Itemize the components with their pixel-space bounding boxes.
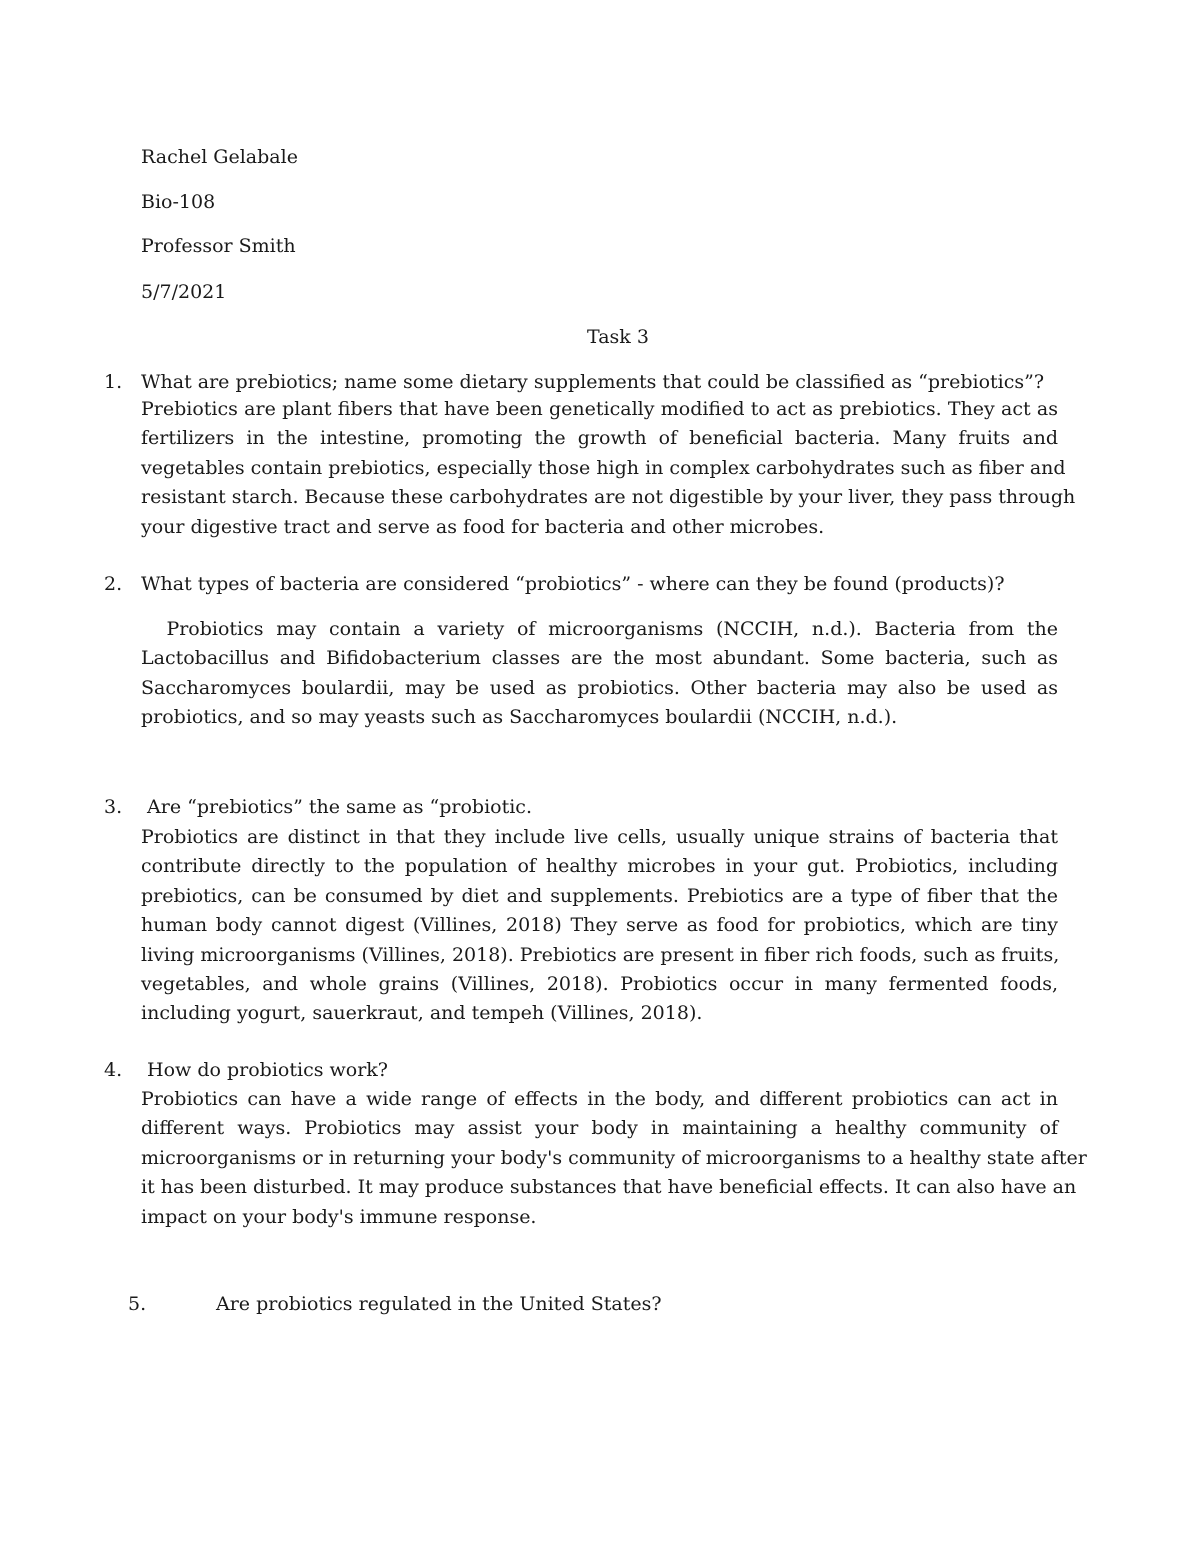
answer-2-line-3: Saccharomyces boulardii, may be used as probiotics. Other bacteria may also be used as xyxy=(141,676,1058,699)
question-text-5: Are probiotics regulated in the United States? xyxy=(216,1293,662,1315)
question-number-3: 3. xyxy=(104,796,123,818)
answer-4-line-5: impact on your body's immune response. xyxy=(141,1205,537,1228)
answer-4 xyxy=(141,1085,1087,1232)
answer-1 xyxy=(141,395,1076,542)
answer-3-line-4: human body cannot digest (Villines, 2018) They serve as food for probiotics, which are tiny xyxy=(141,914,1058,937)
question-text-3: Are “prebiotics” the same as “probiotic. xyxy=(141,796,532,818)
answer-3 xyxy=(141,823,1058,1029)
answer-1-line-5: your digestive tract and serve as food for bacteria and other microbes. xyxy=(141,515,825,538)
answer-3-line-3: prebiotics, can be consumed by diet and supplements. Prebiotics are a type of fiber that the xyxy=(141,884,1058,907)
answer-3-line-7: including yogurt, sauerkraut, and tempeh (Villines, 2018). xyxy=(141,1002,703,1025)
answer-4-line-4: it has been disturbed. It may produce substances that have beneficial effects. It can also have an xyxy=(141,1176,1077,1199)
answer-4-line-2: different ways. Probiotics may assist your body in maintaining a healthy community of xyxy=(141,1117,1058,1140)
answer-2-line-2: Lactobacillus and Bifidobacterium classes are the most abundant. Some bacteria, such as xyxy=(141,647,1058,670)
question-text-4: How do probiotics work? xyxy=(141,1059,388,1081)
answer-1-line-1: Prebiotics are plant fibers that have been genetically modified to act as prebiotics. They act as xyxy=(141,398,1058,420)
document-title: Task 3 xyxy=(587,326,649,348)
question-number-4: 4. xyxy=(104,1059,123,1081)
answer-3-line-5: living microorganisms (Villines, 2018). Prebiotics are present in fiber rich foods, such as fruits, xyxy=(141,943,1060,966)
document-date: 5/7/2021 xyxy=(141,281,227,303)
professor-name: Professor Smith xyxy=(141,235,296,257)
question-number-5: 5. xyxy=(128,1293,147,1315)
answer-4-line-1: Probiotics can have a wide range of effects in the body, and different probiotics can act in xyxy=(141,1088,1058,1110)
answer-2 xyxy=(141,615,1058,733)
student-name: Rachel Gelabale xyxy=(141,146,298,168)
answer-2-line-1: Probiotics may contain a variety of microorganisms (NCCIH, n.d.). Bacteria from the xyxy=(141,618,1058,640)
answer-1-line-2: fertilizers in the intestine, promoting the growth of beneficial bacteria. Many fruits and xyxy=(141,427,1058,450)
answer-1-line-3: vegetables contain prebiotics, especially those high in complex carbohydrates such as fiber and xyxy=(141,456,1066,479)
answer-3-line-1: Probiotics are distinct in that they include live cells, usually unique strains of bacteria that xyxy=(141,826,1058,848)
answer-2-line-4: probiotics, and so may yeasts such as Saccharomyces boulardii (NCCIH, n.d.). xyxy=(141,706,898,729)
answer-3-line-2: contribute directly to the population of healthy microbes in your gut. Probiotics, including xyxy=(141,855,1058,878)
question-text-1: What are prebiotics; name some dietary supplements that could be classified as “prebiotics”? xyxy=(141,371,1045,393)
answer-4-line-3: microorganisms or in returning your body's community of microorganisms to a healthy state after xyxy=(141,1146,1087,1169)
answer-1-line-4: resistant starch. Because these carbohydrates are not digestible by your liver, they pass through xyxy=(141,486,1076,509)
question-text-2: What types of bacteria are considered “probiotics” - where can they be found (products)? xyxy=(141,573,1005,595)
answer-3-line-6: vegetables, and whole grains (Villines, 2018). Probiotics occur in many fermented foods, xyxy=(141,973,1058,996)
question-number-2: 2. xyxy=(104,573,123,595)
question-number-1: 1. xyxy=(104,371,123,393)
course-code: Bio-108 xyxy=(141,191,216,213)
